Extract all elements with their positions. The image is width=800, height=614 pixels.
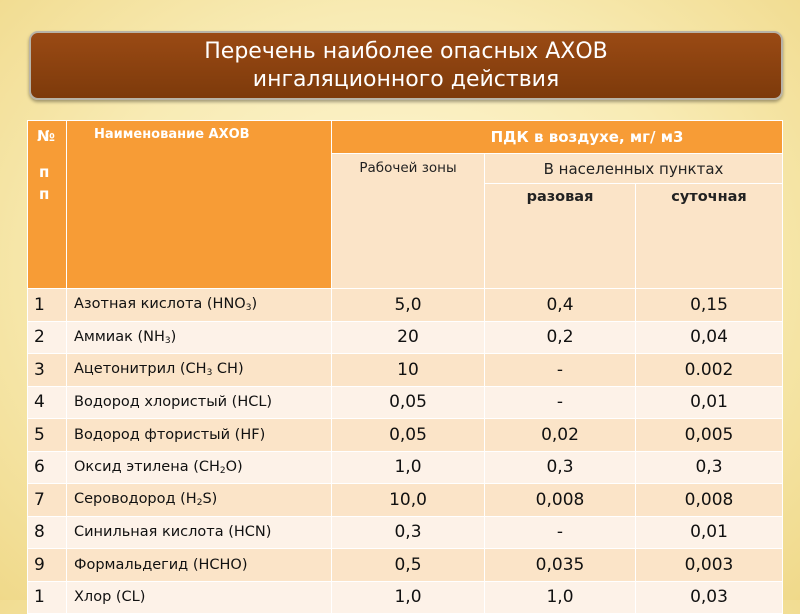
daily-value: 0,008 — [636, 484, 783, 517]
work-zone-value: 1,0 — [332, 581, 485, 614]
work-zone-value: 0,05 — [332, 386, 485, 419]
substance-name: Аммиак (NH3) — [67, 321, 332, 354]
work-zone-value: 0,3 — [332, 516, 485, 549]
header-settlements: В населенных пунктах — [485, 154, 783, 184]
single-value: 0,4 — [485, 289, 636, 322]
substance-name: Формальдегид (HCHO) — [67, 549, 332, 582]
work-zone-value: 5,0 — [332, 289, 485, 322]
single-value: - — [485, 354, 636, 387]
substance-name: Оксид этилена (CH2O) — [67, 451, 332, 484]
daily-value: 0,15 — [636, 289, 783, 322]
single-value: - — [485, 516, 636, 549]
header-num-sub: п — [39, 163, 50, 181]
formula-subscript: 2 — [219, 465, 226, 476]
substance-name: Хлор (CL) — [67, 581, 332, 614]
row-number: 7 — [28, 484, 67, 517]
row-number: 4 — [28, 386, 67, 419]
row-number: 6 — [28, 451, 67, 484]
title-line-2: ингаляционного действия — [252, 67, 560, 92]
substance-name: Азотная кислота (HNO3) — [67, 289, 332, 322]
title-banner — [29, 31, 783, 100]
formula-subscript: 3 — [206, 368, 213, 379]
single-value: 0,008 — [485, 484, 636, 517]
table-row — [28, 549, 783, 582]
table-row — [28, 321, 783, 354]
daily-value: 0,01 — [636, 516, 783, 549]
substance-name: Ацетонитрил (CH3 CH) — [67, 354, 332, 387]
work-zone-value: 10 — [332, 354, 485, 387]
single-value: 0,3 — [485, 451, 636, 484]
header-pdk: ПДК в воздухе, мг/ м3 — [332, 121, 783, 154]
table-row — [28, 419, 783, 452]
daily-value: 0.002 — [636, 354, 783, 387]
table-row — [28, 516, 783, 549]
table-row — [28, 451, 783, 484]
table-body — [28, 289, 783, 614]
table-row — [28, 386, 783, 419]
formula-subscript: 3 — [245, 303, 252, 314]
work-zone-value: 20 — [332, 321, 485, 354]
daily-value: 0,003 — [636, 549, 783, 582]
table-row — [28, 289, 783, 322]
row-number: 9 — [28, 549, 67, 582]
row-number: 1 — [28, 581, 67, 614]
daily-value: 0,3 — [636, 451, 783, 484]
table-row — [28, 581, 783, 614]
row-number: 2 — [28, 321, 67, 354]
single-value: 1,0 — [485, 581, 636, 614]
table-row — [28, 484, 783, 517]
single-value: - — [485, 386, 636, 419]
hazard-table — [27, 120, 783, 614]
header-single: разовая — [485, 184, 636, 289]
row-number: 8 — [28, 516, 67, 549]
header-num-cell — [28, 121, 67, 289]
work-zone-value: 1,0 — [332, 451, 485, 484]
daily-value: 0,03 — [636, 581, 783, 614]
table-row — [28, 354, 783, 387]
substance-name: Сероводород (H2S) — [67, 484, 332, 517]
substance-name: Водород хлористый (HCL) — [67, 386, 332, 419]
work-zone-value: 0,5 — [332, 549, 485, 582]
daily-value: 0,01 — [636, 386, 783, 419]
header-work-zone: Рабочей зоны — [332, 154, 485, 289]
substance-name: Синильная кислота (HCN) — [67, 516, 332, 549]
daily-value: 0,04 — [636, 321, 783, 354]
single-value: 0,035 — [485, 549, 636, 582]
work-zone-value: 10,0 — [332, 484, 485, 517]
title-line-1: Перечень наиболее опасных АХОВ — [204, 39, 608, 64]
header-num-sub2: п — [39, 185, 50, 203]
row-number: 3 — [28, 354, 67, 387]
header-daily: суточная — [636, 184, 783, 289]
single-value: 0,2 — [485, 321, 636, 354]
row-number: 5 — [28, 419, 67, 452]
formula-subscript: 2 — [196, 498, 203, 509]
formula-subscript: 3 — [164, 335, 171, 346]
substance-name: Водород фтористый (HF) — [67, 419, 332, 452]
header-num: № — [37, 127, 56, 145]
single-value: 0,02 — [485, 419, 636, 452]
row-number: 1 — [28, 289, 67, 322]
daily-value: 0,005 — [636, 419, 783, 452]
header-name: Наименование АХОВ — [67, 121, 332, 289]
work-zone-value: 0,05 — [332, 419, 485, 452]
